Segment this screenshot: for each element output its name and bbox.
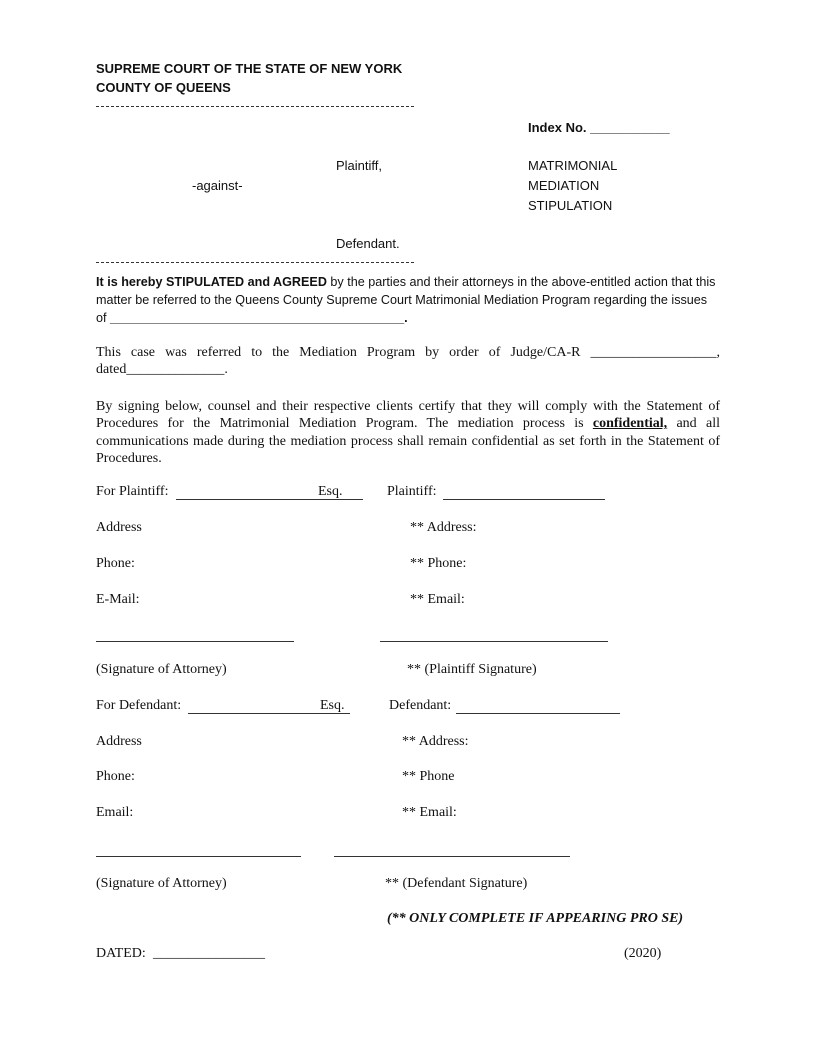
esq-label: Esq. xyxy=(318,484,343,499)
pro-se-note: (** ONLY COMPLETE IF APPEARING PRO SE) xyxy=(387,911,684,926)
plaintiff-phone-label: ** Phone: xyxy=(410,556,467,571)
court-name: SUPREME COURT OF THE STATE OF NEW YORK xyxy=(96,61,403,76)
esq-label: Esq. xyxy=(320,698,345,713)
county-name: COUNTY OF QUEENS xyxy=(96,80,231,95)
plaintiff-signature-line[interactable] xyxy=(380,641,608,642)
stipulation-lead: It is hereby STIPULATED and AGREED xyxy=(96,275,327,289)
certify-text: By signing below, counsel and their respective clients certify that they will comply with the Statement of Procedures for the Matrimonial Mediation Program. The mediation process is xyxy=(96,399,720,432)
defendant-address-label: ** Address: xyxy=(402,734,469,749)
referral-text: This case was referred to the Mediation Program by order of Judge/CA-R __________________, dated xyxy=(96,345,720,378)
for-plaintiff-label: For Plaintiff: xyxy=(96,484,169,499)
certify-paragraph xyxy=(96,398,720,467)
defendant-label: Defendant: xyxy=(389,698,452,713)
referral-paragraph xyxy=(96,344,720,379)
form-year: (2020) xyxy=(624,946,662,961)
attorney-signature-label: (Signature of Attorney) xyxy=(96,876,227,891)
stipulation-text: by the parties and their attorneys in the above-entitled action that this matter be referred to the Queens County Supreme Court Matrimonial Mediation Program regarding the issues of xyxy=(96,275,716,325)
doc-title-1: MATRIMONIAL xyxy=(528,158,618,173)
attorney-phone-label: Phone: xyxy=(96,769,135,784)
attorney-email-label: Email: xyxy=(96,805,134,820)
defendant-phone-label: ** Phone xyxy=(402,769,455,784)
defendant-caption: Defendant. xyxy=(336,236,400,251)
dated-blank[interactable]: ______________. xyxy=(126,362,228,378)
plaintiff-attorney-signature-line[interactable] xyxy=(96,641,294,642)
attorney-address-label: Address xyxy=(96,520,142,535)
plaintiff-address-label: ** Address: xyxy=(410,520,477,535)
attorney-phone-label: Phone: xyxy=(96,556,135,571)
index-number-field[interactable]: Index No. ___________ xyxy=(528,120,670,135)
certify-text-end: and all communications made during the mediation process shall remain confidential as set forth in the Statement of Procedures. xyxy=(96,416,720,466)
attorney-address-label: Address xyxy=(96,734,142,749)
attorney-signature-label: (Signature of Attorney) xyxy=(96,662,227,677)
dated-field[interactable]: ________________ xyxy=(153,946,265,961)
confidential-emphasis: confidential, xyxy=(592,416,668,432)
defendant-signature-line[interactable] xyxy=(334,856,570,857)
plaintiff-email-label: ** Email: xyxy=(410,592,465,607)
caption-divider-bottom xyxy=(96,262,414,263)
plaintiff-label: Plaintiff: xyxy=(387,484,437,499)
caption-divider xyxy=(96,106,414,107)
doc-title-3: STIPULATION xyxy=(528,198,613,213)
defendant-signature-label: ** (Defendant Signature) xyxy=(385,876,528,891)
dated-label: DATED: xyxy=(96,946,146,961)
plaintiff-caption: Plaintiff, xyxy=(336,158,383,173)
defendant-email-label: ** Email: xyxy=(402,805,457,820)
defendant-attorney-signature-line[interactable] xyxy=(96,856,301,857)
stipulation-paragraph xyxy=(96,273,720,327)
doc-title-2: MEDIATION xyxy=(528,178,600,193)
defendant-name-line[interactable] xyxy=(456,713,620,714)
issues-blank[interactable]: __________________________________________. xyxy=(110,311,408,325)
plaintiff-name-line[interactable] xyxy=(443,499,605,500)
attorney-email-label: E-Mail: xyxy=(96,592,140,607)
against-caption: -against- xyxy=(192,178,243,193)
plaintiff-signature-label: ** (Plaintiff Signature) xyxy=(407,662,537,677)
for-defendant-label: For Defendant: xyxy=(96,698,182,713)
